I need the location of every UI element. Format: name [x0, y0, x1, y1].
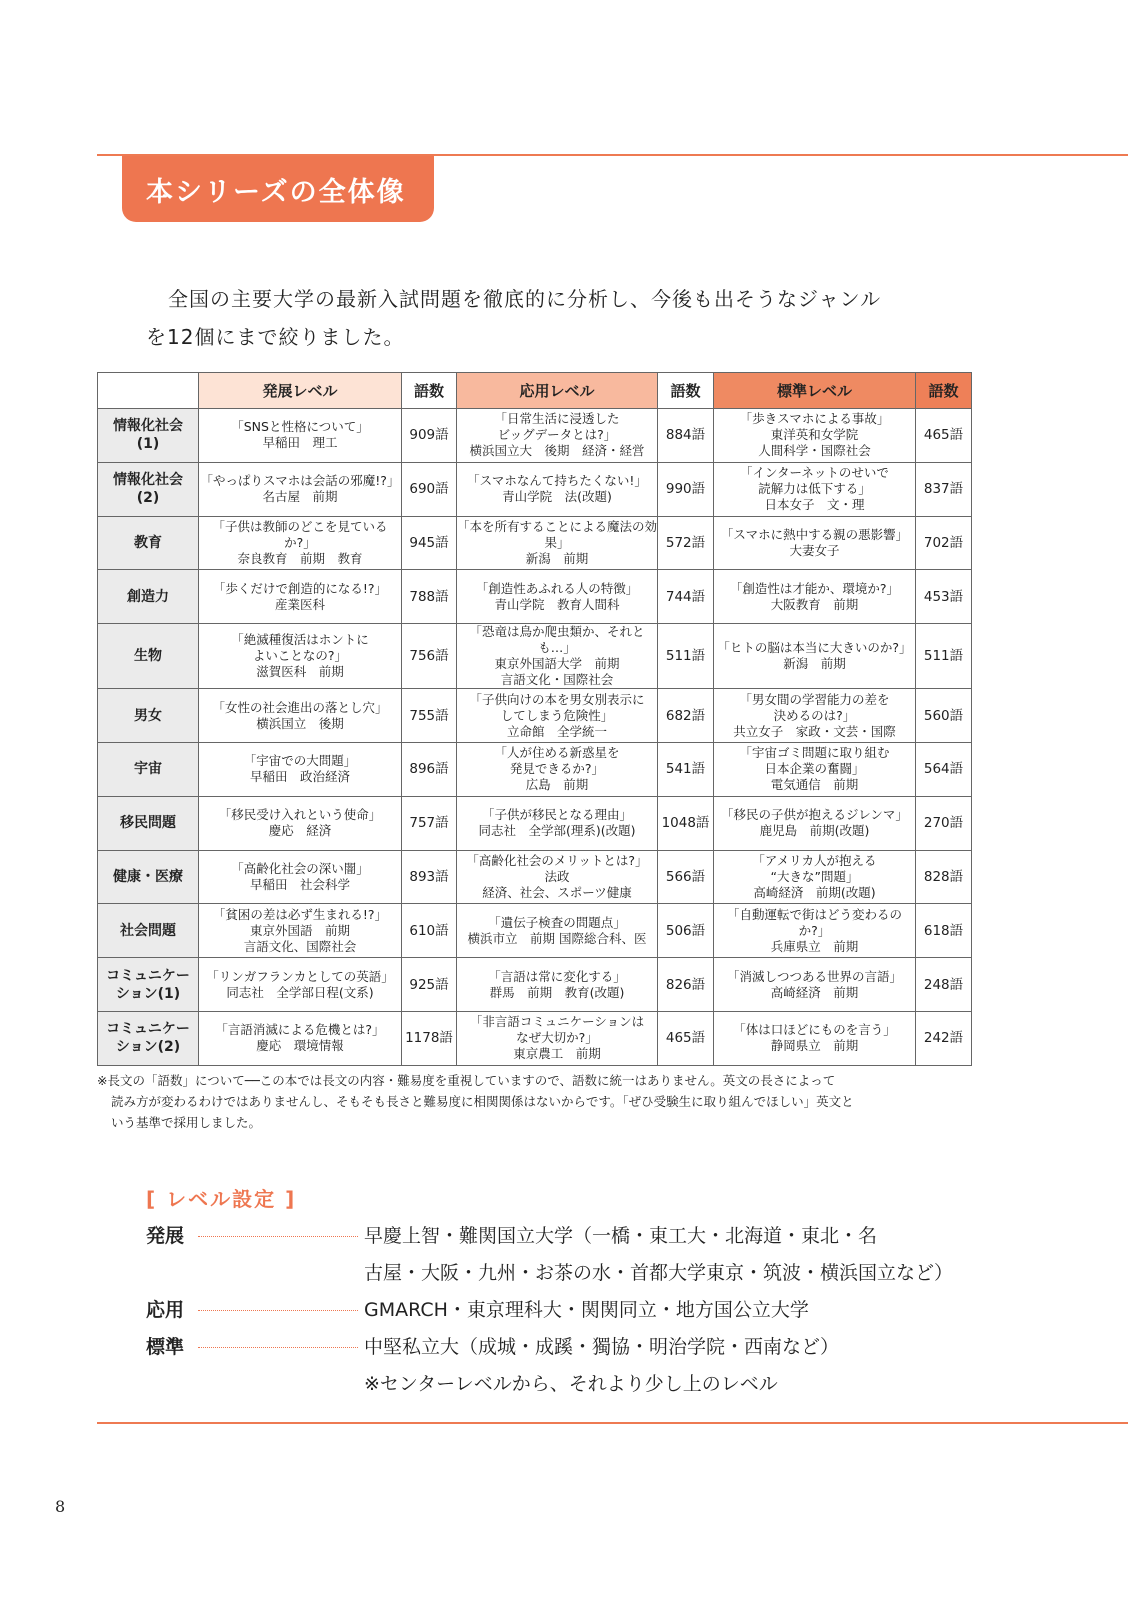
word-count: 788語	[402, 570, 457, 624]
row-genre: 情報化社会 (2)	[98, 462, 199, 516]
page-number: 8	[55, 1497, 66, 1516]
passage-cell: 「歩きスマホによる事故」 東洋英和女学院 人間科学・国際社会	[714, 409, 916, 463]
level-desc-line: 中堅私立大（成城・成蹊・獨協・明治学院・西南など）	[364, 1336, 840, 1358]
header-count: 語数	[658, 373, 714, 409]
passage-cell: 「子供は教師のどこを見ているか?」 奈良教育 前期 教育	[199, 516, 402, 570]
word-count: 837語	[916, 462, 972, 516]
word-count: 1178語	[402, 1011, 457, 1065]
row-genre: 男女	[98, 689, 199, 743]
passage-cell: 「言語は常に変化する」 群馬 前期 教育(改題)	[457, 958, 658, 1012]
row-genre: 生物	[98, 624, 199, 689]
row-genre: 情報化社会 (1)	[98, 409, 199, 463]
word-count: 511語	[658, 624, 714, 689]
word-count: 572語	[658, 516, 714, 570]
level-name: 応用	[146, 1299, 185, 1321]
table-row	[98, 516, 972, 570]
level-applied	[146, 1292, 953, 1329]
word-count: 945語	[402, 516, 457, 570]
dotted-leader	[198, 1329, 358, 1348]
note-line: 読み方が変わるわけではありませんし、そもそも長さと難易度に相関関係はないからです。「ぜひ受験生に取り組んでほしい」英文と	[111, 1094, 854, 1109]
passage-cell: 「アメリカ人が抱える “大きな”問題」 高崎経済 前期(改題)	[714, 850, 916, 904]
word-count: 757語	[402, 796, 457, 850]
table-row	[98, 409, 972, 463]
table-row	[98, 796, 972, 850]
passage-cell: 「インターネットのせいで 読解力は低下する」 日本女子 文・理	[714, 462, 916, 516]
passage-cell: 「女性の社会進出の落とし穴」 横浜国立 後期	[199, 689, 402, 743]
level-desc	[364, 1218, 953, 1292]
word-count: 828語	[916, 850, 972, 904]
row-genre: コミュニケー ション(1)	[98, 958, 199, 1012]
note-line: ※長文の「語数」について──この本では長文の内容・難易度を重視していますので、語数に統一はありません。英文の長さによって	[97, 1073, 836, 1088]
row-genre: 創造力	[98, 570, 199, 624]
word-count-note	[97, 1070, 977, 1133]
level-desc	[364, 1329, 839, 1403]
word-count: 610語	[402, 904, 457, 958]
passage-cell: 「言語消滅による危機とは?」 慶応 環境情報	[199, 1011, 402, 1065]
passage-cell: 「リンガフランカとしての英語」 同志社 全学部日程(文系)	[199, 958, 402, 1012]
level-desc	[364, 1292, 809, 1329]
level-advanced	[146, 1218, 953, 1292]
word-count: 826語	[658, 958, 714, 1012]
table-row	[98, 624, 972, 689]
intro-line: を12個にまで絞りました。	[146, 325, 405, 349]
word-count: 564語	[916, 742, 972, 796]
word-count: 702語	[916, 516, 972, 570]
word-count: 1048語	[658, 796, 714, 850]
table-row	[98, 742, 972, 796]
level-settings	[146, 1183, 953, 1403]
header-count: 語数	[916, 373, 972, 409]
passage-cell: 「宇宙での大問題」 早稲田 政治経済	[199, 742, 402, 796]
word-count: 270語	[916, 796, 972, 850]
word-count: 541語	[658, 742, 714, 796]
word-count: 690語	[402, 462, 457, 516]
row-genre: 移民問題	[98, 796, 199, 850]
passage-cell: 「歩くだけで創造的になる!?」 産業医科	[199, 570, 402, 624]
passage-cell: 「遺伝子検査の問題点」 横浜市立 前期 国際総合科、医	[457, 904, 658, 958]
passage-cell: 「子供が移民となる理由」 同志社 全学部(理系)(改題)	[457, 796, 658, 850]
word-count: 511語	[916, 624, 972, 689]
row-genre: コミュニケー ション(2)	[98, 1011, 199, 1065]
word-count: 453語	[916, 570, 972, 624]
word-count: 682語	[658, 689, 714, 743]
row-genre: 宇宙	[98, 742, 199, 796]
passage-cell: 「SNSと性格について」 早稲田 理工	[199, 409, 402, 463]
word-count: 465語	[658, 1011, 714, 1065]
passage-cell: 「体は口ほどにものを言う」 静岡県立 前期	[714, 1011, 916, 1065]
row-genre: 社会問題	[98, 904, 199, 958]
word-count: 465語	[916, 409, 972, 463]
passage-cell: 「スマホに熱中する親の悪影響」 大妻女子	[714, 516, 916, 570]
passage-cell: 「絶滅種復活はホントに よいことなの?」 滋賀医科 前期	[199, 624, 402, 689]
intro-line: 全国の主要大学の最新入試問題を徹底的に分析し、今後も出そうなジャンル	[168, 287, 882, 311]
intro-text	[146, 280, 946, 356]
table-row	[98, 1011, 972, 1065]
passage-cell: 「人が住める新惑星を 発見できるか?」 広島 前期	[457, 742, 658, 796]
level-settings-title: [ レベル設定 ]	[146, 1187, 297, 1211]
passage-cell: 「創造性あふれる人の特徴」 青山学院 教育人間科	[457, 570, 658, 624]
passage-cell: 「日常生活に浸透した ビッグデータとは?」 横浜国立大 後期 経済・経営	[457, 409, 658, 463]
table-row	[98, 850, 972, 904]
table-header-row	[98, 373, 972, 409]
word-count: 884語	[658, 409, 714, 463]
series-table	[97, 372, 972, 1066]
word-count: 925語	[402, 958, 457, 1012]
level-name: 発展	[146, 1225, 185, 1247]
passage-cell: 「消滅しつつある世界の言語」 高崎経済 前期	[714, 958, 916, 1012]
level-desc-line: 早慶上智・難関国立大学（一橋・東工大・北海道・東北・名	[364, 1225, 878, 1247]
table-row	[98, 689, 972, 743]
passage-cell: 「子供向けの本を男女別表示に してしまう危険性」 立命館 全学統一	[457, 689, 658, 743]
passage-cell: 「移民の子供が抱えるジレンマ」 鹿児島 前期(改題)	[714, 796, 916, 850]
bottom-rule	[97, 1422, 1128, 1424]
passage-cell: 「非言語コミュニケーションは なぜ大切か?」 東京農工 前期	[457, 1011, 658, 1065]
table-row	[98, 958, 972, 1012]
word-count: 756語	[402, 624, 457, 689]
word-count: 755語	[402, 689, 457, 743]
dotted-leader	[198, 1292, 358, 1311]
passage-cell: 「高齢化社会のメリットとは?」 法政 経済、社会、スポーツ健康	[457, 850, 658, 904]
word-count: 893語	[402, 850, 457, 904]
passage-cell: 「やっぱりスマホは会話の邪魔!?」 名古屋 前期	[199, 462, 402, 516]
word-count: 990語	[658, 462, 714, 516]
level-desc-line: ※センターレベルから、それより少し上のレベル	[364, 1373, 778, 1395]
passage-cell: 「ヒトの脳は本当に大きいのか?」 新潟 前期	[714, 624, 916, 689]
passage-cell: 「本を所有することによる魔法の効果」 新潟 前期	[457, 516, 658, 570]
passage-cell: 「男女間の学習能力の差を 決めるのは?」 共立女子 家政・文芸・国際	[714, 689, 916, 743]
row-genre: 教育	[98, 516, 199, 570]
dotted-leader	[198, 1218, 358, 1237]
passage-cell: 「移民受け入れという使命」 慶応 経済	[199, 796, 402, 850]
word-count: 566語	[658, 850, 714, 904]
word-count: 560語	[916, 689, 972, 743]
level-desc-line: 古屋・大阪・九州・お茶の水・首都大学東京・筑波・横浜国立など）	[364, 1262, 954, 1284]
passage-cell: 「高齢化社会の深い闇」 早稲田 社会科学	[199, 850, 402, 904]
table-row	[98, 904, 972, 958]
row-genre: 健康・医療	[98, 850, 199, 904]
header-empty	[98, 373, 199, 409]
word-count: 909語	[402, 409, 457, 463]
header-advanced: 発展レベル	[199, 373, 402, 409]
passage-cell: 「創造性は才能か、環境か?」 大阪教育 前期	[714, 570, 916, 624]
table-row	[98, 462, 972, 516]
level-desc-line: GMARCH・東京理科大・関関同立・地方国公立大学	[364, 1299, 809, 1321]
passage-cell: 「宇宙ゴミ問題に取り組む 日本企業の奮闘」 電気通信 前期	[714, 742, 916, 796]
word-count: 506語	[658, 904, 714, 958]
header-standard: 標準レベル	[714, 373, 916, 409]
passage-cell: 「スマホなんて持ちたくない!」 青山学院 法(改題)	[457, 462, 658, 516]
level-name: 標準	[146, 1336, 185, 1358]
section-title: 本シリーズの全体像	[122, 156, 434, 222]
word-count: 242語	[916, 1011, 972, 1065]
word-count: 248語	[916, 958, 972, 1012]
level-standard	[146, 1329, 953, 1403]
note-line: いう基準で採用しました。	[111, 1115, 262, 1130]
passage-cell: 「自動運転で街はどう変わるのか?」 兵庫県立 前期	[714, 904, 916, 958]
header-count: 語数	[402, 373, 457, 409]
word-count: 896語	[402, 742, 457, 796]
passage-cell: 「貧困の差は必ず生まれる!?」 東京外国語 前期 言語文化、国際社会	[199, 904, 402, 958]
table-row	[98, 570, 972, 624]
word-count: 744語	[658, 570, 714, 624]
passage-cell: 「恐竜は鳥か爬虫類か、それとも…」 東京外国語大学 前期 言語文化・国際社会	[457, 624, 658, 689]
header-applied: 応用レベル	[457, 373, 658, 409]
word-count: 618語	[916, 904, 972, 958]
